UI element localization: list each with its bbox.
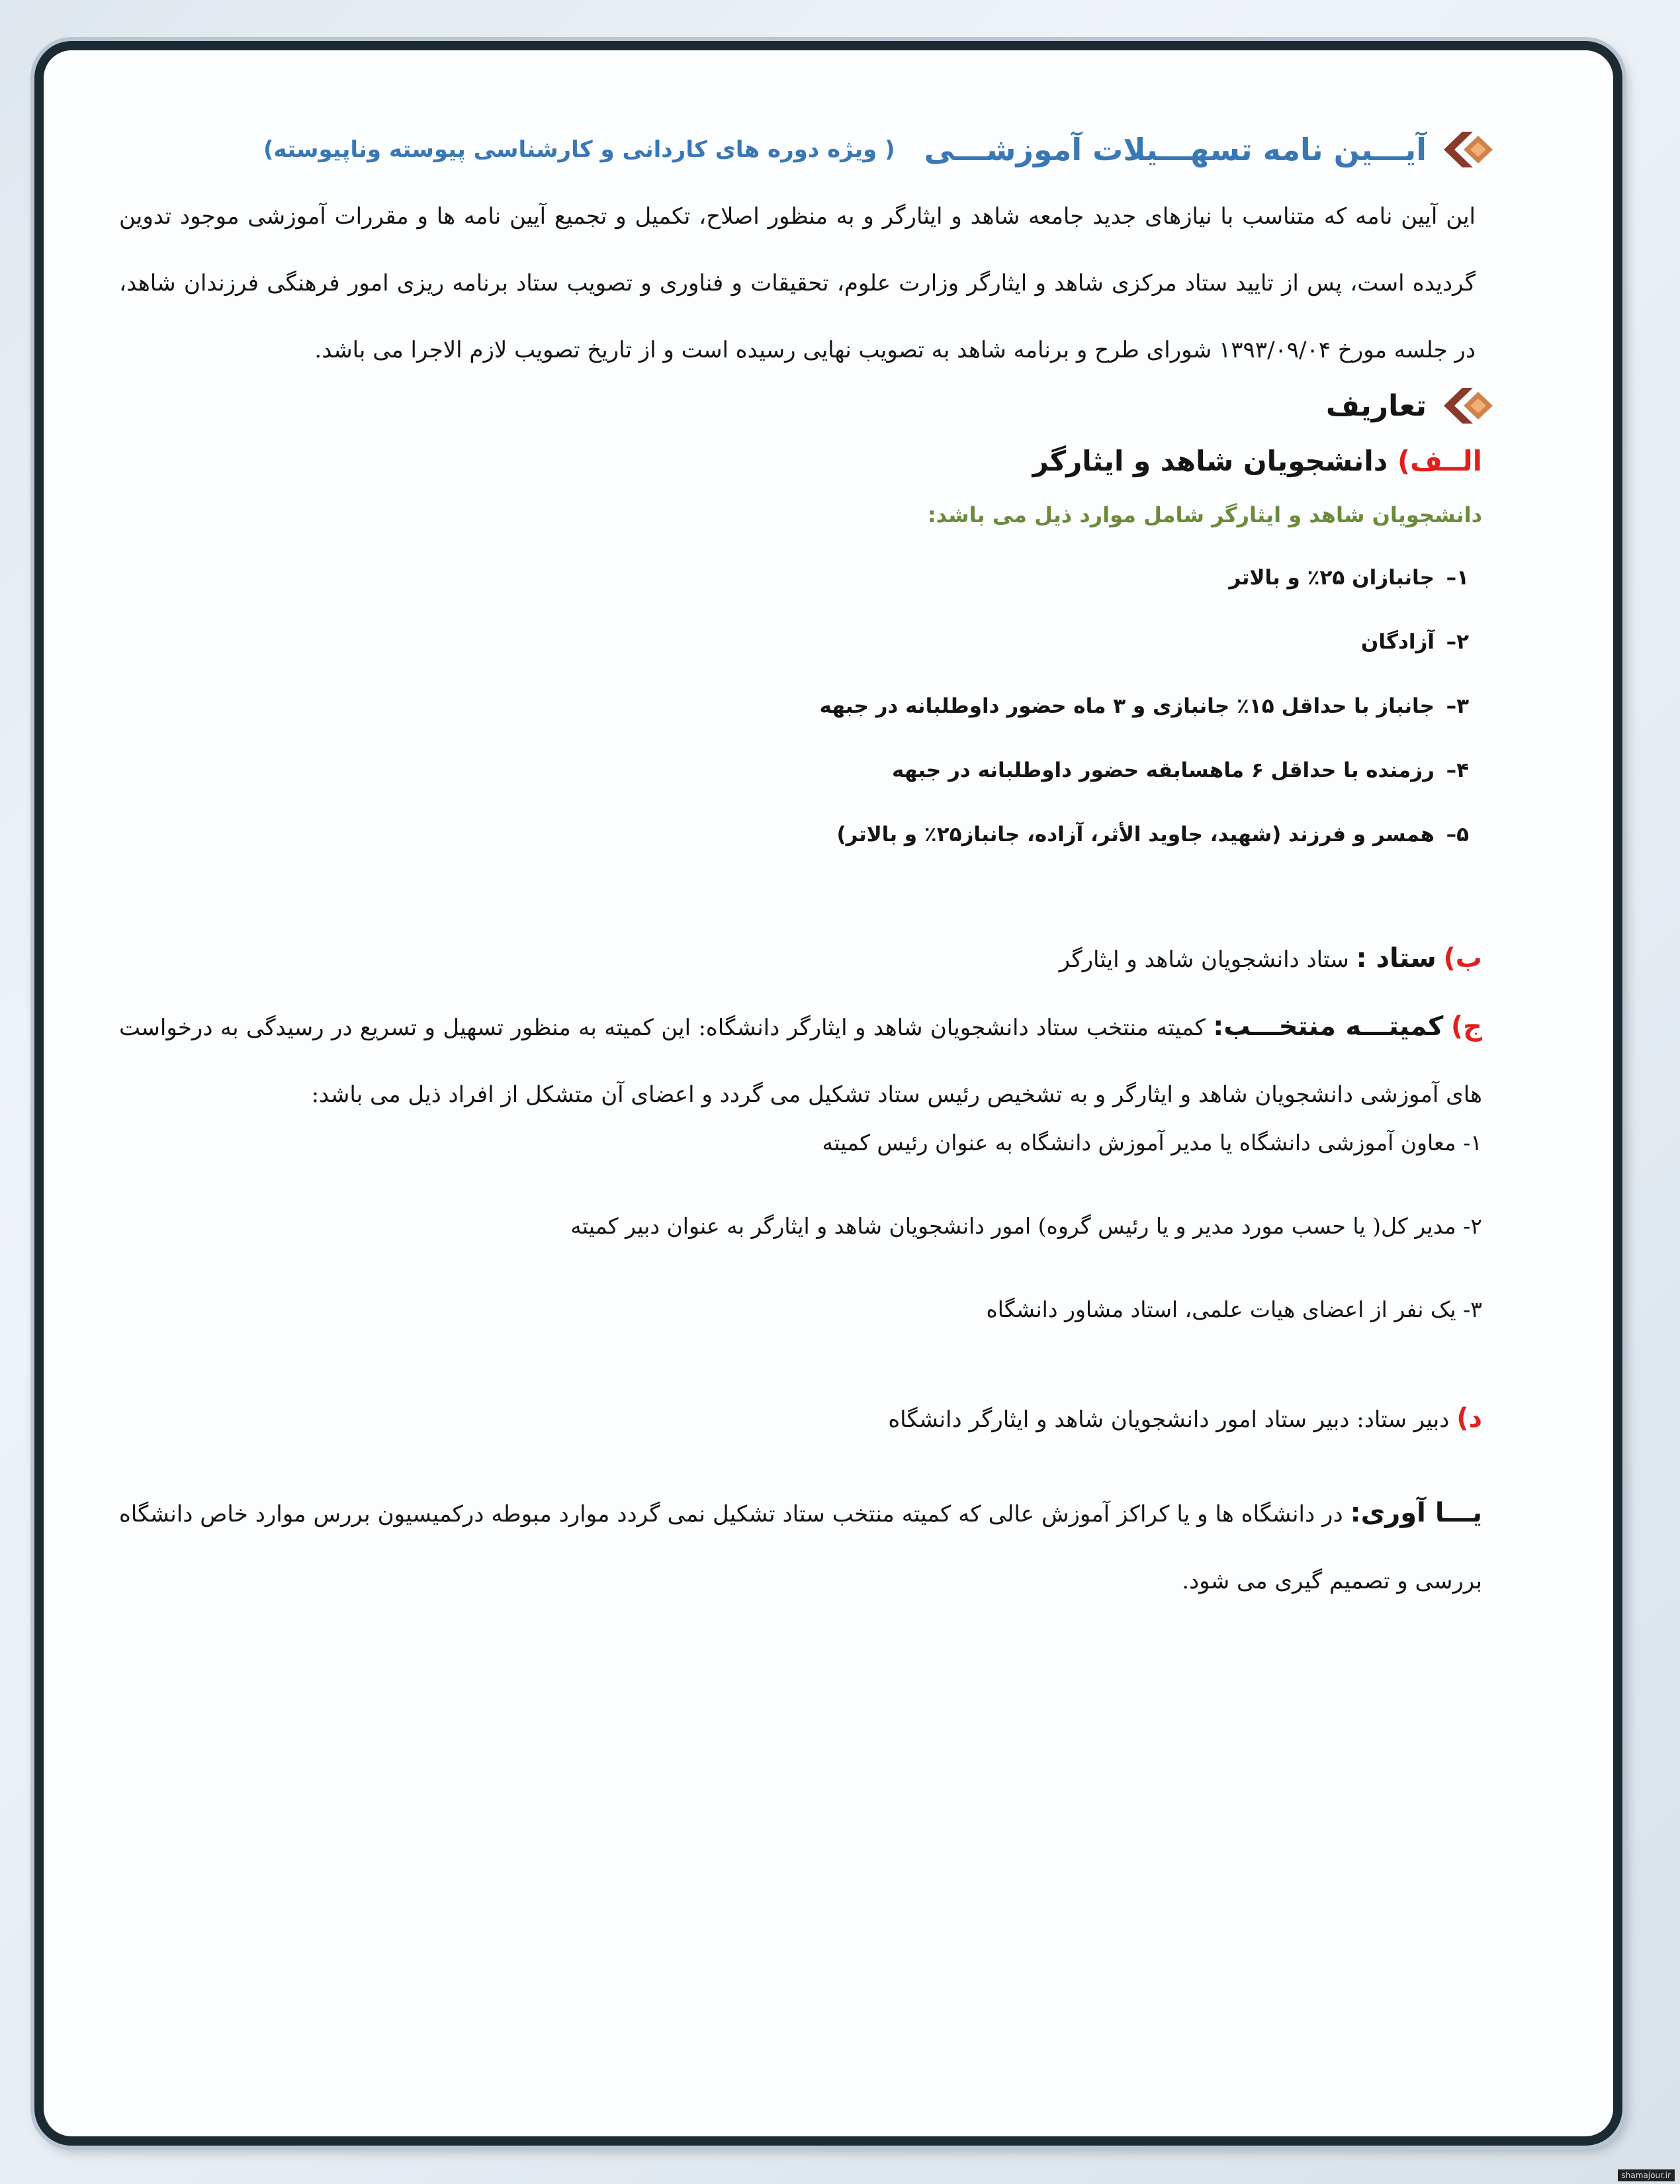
committee-members [119, 1128, 1495, 1379]
jim-letter: ج) [1450, 1011, 1482, 1042]
item-text: جانباز با حداقل ۱۵٪ جانبازی و ۳ ماه حضور داوطلبانه در جبهه [819, 694, 1435, 718]
document-title: آیـــین نامه تسهـــیلات آموزشـــی [924, 132, 1427, 167]
be-text: ستاد دانشجویان شاهد و ایثارگر [1059, 946, 1349, 973]
item-text: رزمنده با حداقل ۶ ماهسابقه حضور داوطلبانه در جبهه [892, 758, 1435, 782]
list-item [119, 757, 1469, 821]
intro-paragraph: این آیین نامه که متناسب با نیازهای جدید جامعه شاهد و ایثارگر و به منظور اصلاح، تکمیل و تجمیع آیین نامه ها و مقررات آموزشی موجود تدوین گردیده است، پس از تایید ستاد مرکزی شاهد و ایثارگر وزارت علوم، تحقیقات و فناوری و تصویب ستاد برنامه ریزی امور فرهنگی فرزندان شاهد، در جلسه مورخ ۱۳۹۳/۰۹/۰۴ شورای طرح و برنامه شاهد به تصویب نهایی رسیده است و از تاریخ تصویب لازم الاجرا می باشد. [119, 203, 1476, 363]
eligible-list [119, 565, 1495, 886]
watermark: shamajour.ir [1618, 2169, 1675, 2181]
list-item [119, 629, 1469, 693]
document-subtitle: ( ویژه دوره های کاردانی و کارشناسی پیوسته وناپیوسته) [263, 136, 895, 163]
be-label: ستاد : [1356, 943, 1437, 974]
item-number: ۲– [1446, 630, 1469, 654]
item-number: ۱– [1446, 566, 1469, 590]
alef-title: دانشجویان شاهد و ایثارگر [1032, 445, 1388, 477]
jim-label: کمیتـــه منتخـــب: [1213, 1011, 1444, 1042]
dal-letter: د) [1456, 1403, 1482, 1433]
alef-letter: الــف) [1397, 445, 1482, 477]
note-text: در دانشگاه ها و یا کراکز آموزش عالی که کمیته منتخب ستاد تشکیل نمی گردد موارد مبوطه درکمیسیون بررس موارد خاص دانشگاه بررسی و تصمیم گیری می شود. [119, 1501, 1482, 1594]
header-row [119, 129, 1495, 170]
item-number: ۴– [1446, 758, 1469, 782]
alef-heading [119, 445, 1495, 477]
note-paragraph [119, 1480, 1495, 1615]
list-item [119, 821, 1469, 886]
definitions-header [119, 385, 1495, 426]
item-text: جانبازان ۲۵٪ و بالاتر [1229, 566, 1435, 590]
definition-be [119, 925, 1495, 993]
document-content [119, 129, 1495, 1615]
definition-dal [119, 1385, 1495, 1453]
list-item: ۱- معاون آموزشی دانشگاه یا مدیر آموزش دانشگاه به عنوان رئیس کمیته [822, 1130, 1482, 1156]
item-number: ۳– [1446, 694, 1469, 718]
be-letter: ب) [1443, 943, 1482, 974]
item-text: همسر و فرزند (شهید، جاوید الأثر، آزاده، جانباز۲۵٪ و بالاتر) [836, 823, 1435, 846]
note-label: یـــا آوری: [1350, 1498, 1482, 1528]
definitions-title: تعاریف [1325, 388, 1427, 423]
list-item [119, 565, 1469, 629]
diamond-bullet-icon [1444, 385, 1495, 426]
jim-text: کمیته منتخب ستاد دانشجویان شاهد و ایثارگر دانشگاه: این کمیته به منظور تسهیل و تسریع در رسیدگی به درخواست های آموزشی دانشجویان شاهد و ایثارگر و به تشخیص رئیس ستاد تشکیل می گردد و اعضای آن متشکل از افراد ذیل می باشد: [119, 1015, 1482, 1108]
diamond-bullet-icon [1444, 129, 1495, 170]
item-text: آزادگان [1360, 630, 1435, 654]
dal-text: دبیر ستاد: دبیر ستاد امور دانشجویان شاهد و ایثارگر دانشگاه [888, 1406, 1450, 1433]
alef-intro: دانشجویان شاهد و ایثارگر شامل موارد ذیل می باشد: [927, 502, 1482, 527]
list-item: ۳- یک نفر از اعضای هیات علمی، استاد مشاور دانشگاه [986, 1297, 1482, 1322]
definition-jim [119, 993, 1495, 1128]
item-number: ۵– [1446, 823, 1469, 846]
list-item [119, 693, 1469, 757]
list-item: ۲- مدیر کل( یا حسب مورد مدیر و یا رئیس گروه) امور دانشجویان شاهد و ایثارگر به عنوان دبیر کمیته [570, 1213, 1482, 1239]
